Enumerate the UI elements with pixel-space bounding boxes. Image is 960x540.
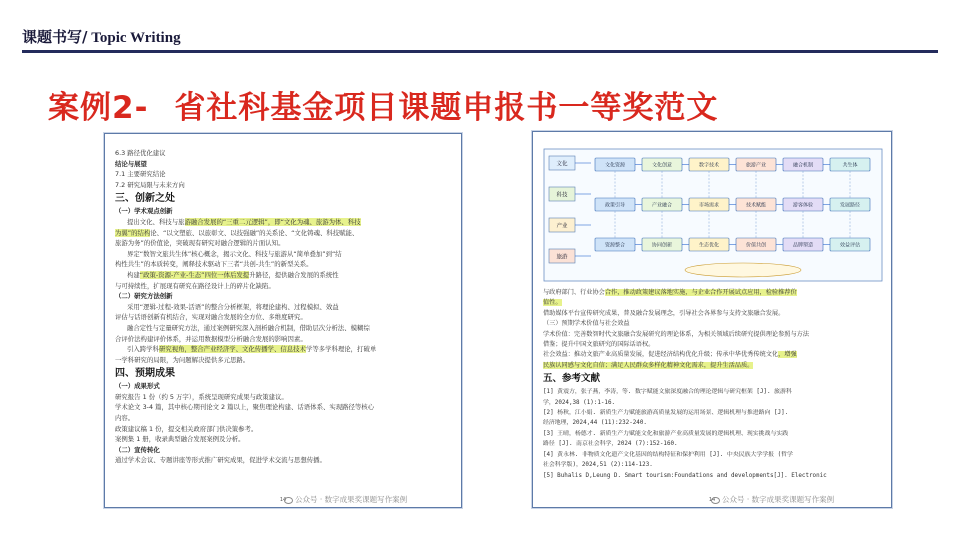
doc-line: 旅游为务”的价值论，突破现有研究对融合逻辑的片面认知。 [115,239,285,248]
diagram-box-label: 数字技术 [698,162,720,169]
header-title-cn: 课题书写/ [22,28,88,46]
doc-line: 合评价法构建评价体系，并运用数据模型分析融合发展的影响因素。 [115,334,307,343]
doc-line: 三、创新之处 [115,193,175,205]
doc-line: 五、参考文献 [543,373,601,385]
diagram-box-label: 共生体 [842,162,858,169]
doc-line: 路径 [J]. 南京社会科学，2024 (7):152-160. [543,441,678,448]
doc-line: 提出文化、科技与旅游融合发展的“三重二元逻辑”，即“文化为魂、旅游为体、科技 [127,217,361,226]
diagram-box-label: 发展路径 [839,202,861,209]
diagram-side-label: 文化 [556,161,568,168]
highlighted-text: 游融合发展的“三重二元逻辑”，即“文化为魂、旅游为体、科技 [184,217,361,226]
diagram-box-label: 技术赋能 [745,202,767,209]
slide-title [48,82,718,127]
doc-line: （二）宣传转化 [115,445,160,454]
right-page-number: 14 [708,497,716,503]
header-divider [22,50,938,53]
doc-line: [1] 黄震方，张子燕，李涛，等. 数字赋能文旅深度融合的理论逻辑与研究框架 [J]. 旅游科 [543,389,792,396]
doc-line [543,361,883,371]
diagram-box-label: 效益评估 [839,242,861,249]
highlighted-text: 为翼”的结构 [115,228,151,237]
doc-line: 学，2024,38 (1):1-16. [543,399,616,406]
doc-line: 结论与展望 [115,159,147,168]
document-page-left [104,133,462,508]
doc-line: 借助媒体平台宣传研究成果，普及融合发展理念，引导社会各界参与支持文旅融合发展。 [543,309,785,317]
diagram-box-label: 政策引导 [604,202,626,209]
doc-line: 研究报告 1 份（约 5 万字），系统呈现研究成果与政策建议。 [115,392,288,401]
watermark-right [711,494,834,505]
diagram-side-label: 产业 [556,223,568,230]
right-page-text [543,288,883,481]
doc-line: 引入跨学科研究视角，整合产业经济学、文化传播学、信息技术学等多学科理论，打破单 [127,345,377,354]
diagram-side-label: 科技 [556,192,568,199]
doc-line: 7.1 主要研究结论 [115,170,166,179]
doc-line: （三）预期学术价值与社会效益 [543,320,630,328]
diagram-side-label: 旅游 [556,254,568,261]
doc-line: 与可持续性，扩展现有研究在路径设计上的碎片化缺陷。 [115,281,275,290]
doc-line: 通过学术会议、专题讲座等形式推广研究成果，促进学术交流与思想传播。 [115,456,326,465]
diagram-center-ellipse [685,263,801,277]
doc-line: 构建“政策-资源-产业-生态”四位一体后发提升路径，提供融合发展的系统性 [127,270,339,279]
left-page-number: 14 [279,497,287,503]
doc-line: 社会效益：推动文旅产业高质量发展，促进经济结构优化升级；传承中华优秀传统文化，增强 [543,351,797,359]
framework-diagram [543,148,883,282]
highlighted-text: “政策-资源-产业-生态”四位一体后发提 [139,270,250,279]
wechat-icon [711,497,720,504]
watermark-text: 公众号 · 数字成果奖课题写作案例 [722,495,835,504]
doc-line: 案例集 1 册，收录典型融合发展案例及分析。 [115,435,245,444]
highlighted-text: 民族认同感与文化自信；满足人民群众多样化精神文化需求，提升生活品质。 [543,361,754,369]
document-page-right [532,131,892,508]
watermark-left [284,494,407,505]
doc-line: 评估与话语创新有机结合，实现对融合发展的全方位、多维度研究。 [115,313,307,322]
wechat-icon [284,497,293,504]
slide-title-main: 省社科基金项目课题申报书一等奖范文 [174,90,719,126]
doc-line: 6.3 路径优化建议 [115,149,166,157]
highlighted-text: ，增强 [778,351,797,359]
doc-line: 一学科研究的局限，为问题解决提供多元思路。 [115,355,250,364]
doc-line: （二）研究方法创新 [115,292,173,301]
doc-line: 构性共生”的本质转变，阐释技术驱动下三者“共创-共生”的新型关系。 [115,260,313,269]
doc-line: 经济地理，2024,44 (11):232-240. [543,420,647,427]
doc-line: 与政府部门、行业协会合作，推动政策建议落地实施，与企业合作开展试点应用，检验推荐价 [543,289,797,296]
highlighted-text: 研究视角，整合产业经济学、文化传播学、信息技术 [158,345,306,354]
diagram-box-label: 品牌塑造 [792,242,814,249]
doc-line: 学术论文 3-4 篇，其中核心期刊论文 2 篇以上，聚焦理论构建、话语体系、实现路径等核心 [115,403,375,412]
highlighted-text: 值性。 [543,299,562,307]
diagram-box-label: 市场需求 [698,202,720,209]
doc-line: 界定“数智文旅共生体”核心概念，揭示文化、科技与旅游从“简单叠加”到“结 [127,249,342,258]
left-page-text [115,148,451,491]
header-title [22,26,181,47]
doc-line: 四、预期成果 [115,368,175,380]
doc-line: 融合定性与定量研究方法，通过案例研究深入剖析融合机制，借助层次分析法、模糊综 [127,323,370,332]
doc-line: 政策建议稿 1 份，提交相关政府部门供决策参考。 [115,424,258,433]
doc-line: 社会科学版)，2024,51 (2):114-123. [543,462,653,469]
doc-line: [5] Buhalis D,Leung D. Smart tourism:Foundations and developments[J]. Electronic [543,472,827,479]
doc-line: 学术价值：完善数智时代文旅融合发展研究的理论体系，为相关领域后续研究提供理论参照与方法 [543,330,810,338]
doc-line: 采用“逻辑-过程-效果-活语”的整合分析框架，将理论建构、过程模拟、效益 [127,302,339,311]
doc-line: 内容。 [115,414,135,423]
doc-line: 借鉴；提升中国文旅研究的国际话语权。 [543,341,655,349]
watermark-text: 公众号 · 数字成果奖课题写作案例 [295,495,408,504]
doc-line: [4] 黄永林. 非物质文化遗产文化基因的结构特征和保护利用 [J]. 中央民族大学学报 (哲学 [543,451,793,458]
diagram-box-label: 文化资源 [604,162,626,169]
doc-line: [2] 杨秋，江小娟. 新质生产力赋能旅游高质量发展的运用场景、逻辑机理与推进路向 [J]. [543,410,789,417]
diagram-box-label: 文化创意 [651,162,673,169]
diagram-box-label: 产业融合 [651,202,673,209]
doc-line: （一）学术观点创新 [115,207,173,216]
highlighted-text: 合作，推动政策建议落地实施，与企业合作开展试点应用，检验推荐价 [604,289,797,296]
slide-title-prefix: 案例2- [48,90,149,126]
diagram-box-label: 资源整合 [604,242,626,249]
diagram-box-label: 融合机制 [792,162,814,169]
doc-line: （一）成果形式 [115,382,160,391]
doc-line: 为翼”的结构论、“以文塑旅、以旅彰文、以技强融”的关系论、“文化铸魂、科技赋能、 [115,228,359,237]
doc-line [543,298,883,308]
diagram-box-label: 生态优化 [698,242,720,249]
diagram-box-label: 旅游产业 [745,162,767,169]
diagram-box-label: 价值共创 [745,242,767,249]
diagram-box-label: 游客体验 [792,202,814,209]
doc-line: [3] 王晴，杨德才. 新质生产力赋能文化和旅游产业高质量发展的逻辑机理、现实挑战与实践 [543,430,789,437]
diagram-box-label: 协同创新 [651,242,673,249]
doc-line: 7.2 研究局限与未来方向 [115,180,185,189]
header-title-en: Topic Writing [87,30,181,46]
